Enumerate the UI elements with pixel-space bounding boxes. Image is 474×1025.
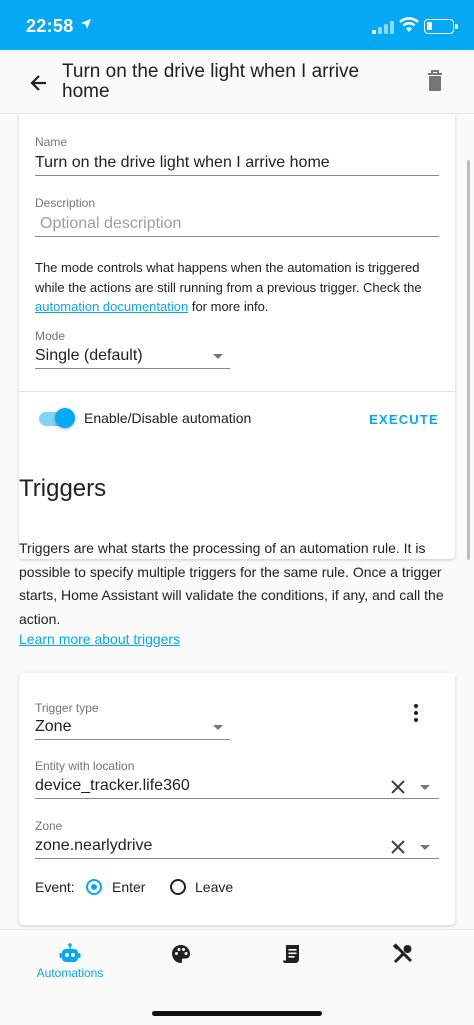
zone-input[interactable]: zone.nearlydrive bbox=[35, 837, 153, 854]
trigger-type-underline bbox=[35, 739, 230, 740]
script-icon bbox=[280, 942, 304, 966]
chevron-down-icon bbox=[213, 354, 223, 359]
triggers-heading: Triggers bbox=[19, 475, 107, 502]
chevron-down-icon[interactable] bbox=[420, 845, 430, 850]
mode-select[interactable]: Single (default) bbox=[35, 347, 143, 364]
nav-scripts[interactable] bbox=[247, 930, 337, 990]
trigger-card bbox=[19, 673, 455, 925]
automation-documentation-link[interactable]: automation documentation bbox=[35, 299, 189, 314]
bottom-nav bbox=[0, 929, 474, 1025]
chevron-down-icon bbox=[213, 725, 223, 730]
description-underline bbox=[35, 236, 439, 237]
radio-leave[interactable] bbox=[170, 879, 186, 895]
signal-icon bbox=[372, 20, 394, 34]
enable-toggle[interactable] bbox=[39, 408, 75, 430]
entity-input[interactable]: device_tracker.life360 bbox=[35, 777, 190, 794]
zone-label: Zone bbox=[35, 819, 63, 833]
arrow-left-icon[interactable] bbox=[24, 68, 54, 98]
wifi-icon bbox=[398, 16, 420, 34]
radio-enter-label[interactable]: Enter bbox=[112, 879, 146, 895]
name-underline bbox=[35, 175, 439, 176]
nav-tools[interactable] bbox=[358, 930, 448, 990]
home-indicator bbox=[152, 1011, 322, 1016]
radio-leave-label[interactable]: Leave bbox=[195, 879, 234, 895]
card-divider bbox=[19, 391, 455, 392]
nav-automations[interactable] bbox=[25, 930, 115, 990]
status-time: 22:58 bbox=[26, 16, 74, 36]
description-label: Description bbox=[35, 196, 96, 210]
mode-help-text: The mode controls what happens when the automation is triggered while the actions are still running from a previous trigger. Check the automation documentation for more info. bbox=[35, 260, 422, 314]
nav-scenes[interactable] bbox=[136, 930, 226, 990]
main-content[interactable] bbox=[0, 115, 474, 929]
name-label: Name bbox=[35, 135, 68, 149]
entity-label: Entity with location bbox=[35, 759, 135, 773]
mode-underline bbox=[35, 368, 230, 369]
learn-more-triggers-link[interactable]: Learn more about triggers bbox=[19, 631, 181, 647]
trigger-type-select[interactable]: Zone bbox=[35, 718, 72, 735]
location-arrow-icon bbox=[80, 17, 92, 33]
page-title: Turn on the drive light when I arrive home bbox=[62, 61, 360, 102]
scrollbar[interactable] bbox=[467, 160, 470, 560]
triggers-description: Triggers are what starts the processing of an automation rule. It is possible to specify multiple triggers for the same rule. Once a trigger starts, Home Assistant will validate the conditions, if any, and call the action. bbox=[19, 540, 444, 627]
palette-icon bbox=[169, 942, 193, 966]
toggle-label: Enable/Disable automation bbox=[84, 410, 252, 426]
more-vertical-icon[interactable] bbox=[404, 701, 428, 725]
tools-icon bbox=[391, 942, 415, 966]
clear-icon[interactable] bbox=[390, 779, 406, 795]
status-bar bbox=[0, 0, 474, 50]
nav-automations-label: Automations bbox=[36, 966, 104, 980]
entity-underline bbox=[35, 798, 439, 799]
robot-icon bbox=[58, 942, 82, 966]
chevron-down-icon[interactable] bbox=[420, 785, 430, 790]
mode-label: Mode bbox=[35, 329, 66, 343]
trash-icon[interactable] bbox=[422, 68, 448, 96]
battery-low-icon bbox=[424, 19, 454, 34]
trigger-type-label: Trigger type bbox=[35, 701, 99, 715]
app-header bbox=[0, 50, 474, 114]
name-input[interactable]: Turn on the drive light when I arrive home bbox=[35, 154, 330, 171]
clear-icon[interactable] bbox=[390, 839, 406, 855]
description-input[interactable]: Optional description bbox=[40, 215, 182, 232]
zone-underline bbox=[35, 858, 439, 859]
radio-enter[interactable] bbox=[86, 879, 102, 895]
execute-button[interactable]: EXECUTE bbox=[369, 412, 439, 427]
event-label: Event: bbox=[35, 879, 75, 895]
